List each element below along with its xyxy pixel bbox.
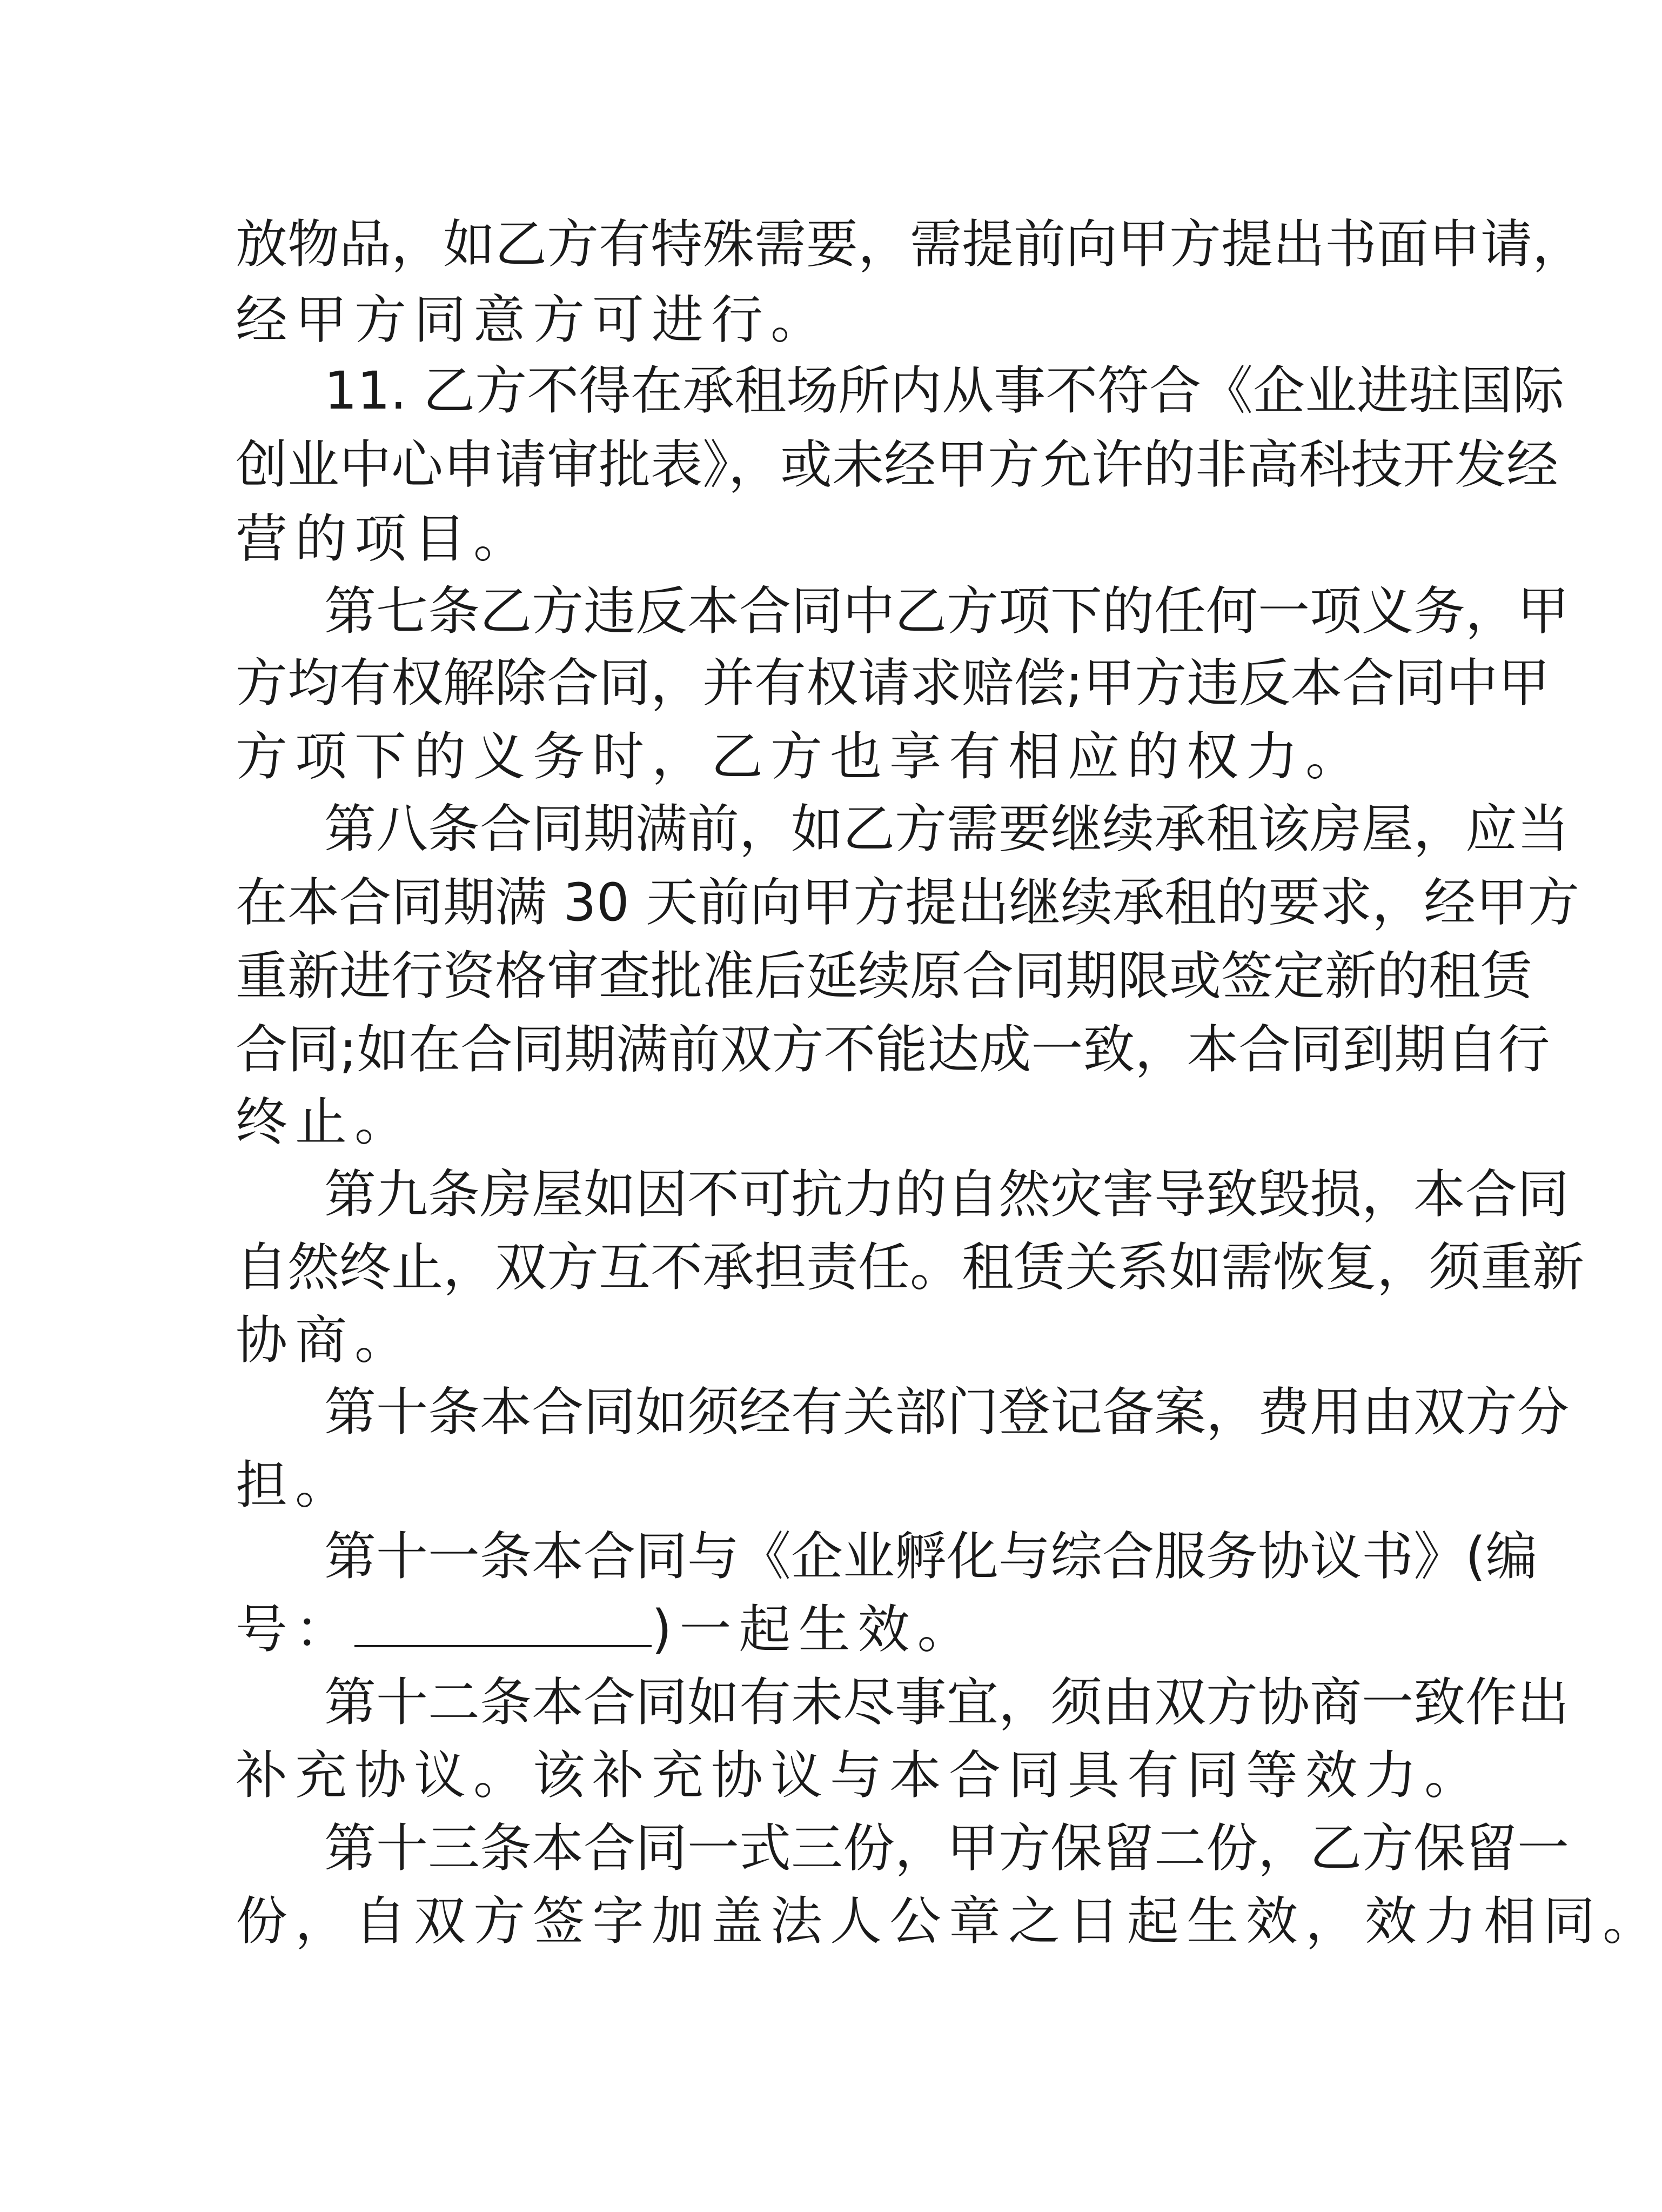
text-line: 担。 (236, 1455, 354, 1515)
text-fragment: )一起生效。 (652, 1599, 977, 1660)
text-line: 创业中心申请审批表》，或未经甲方允许的非高科技开发经 (236, 435, 1558, 495)
text-line: 营的项目。 (236, 509, 533, 569)
text-line: 在本合同期满 30 天前向甲方提出继续承租的要求，经甲方 (236, 872, 1580, 933)
text-line: 第十条本合同如须经有关部门登记备案，费用由双方分 (324, 1382, 1569, 1442)
label-number: 号： (236, 1599, 354, 1660)
text-line: 份，自双方签字加盖法人公章之日起生效，效力相同。 (236, 1891, 1662, 1952)
text-line: 第九条房屋如因不可抗力的自然灾害导致毁损，本合同 (324, 1164, 1569, 1225)
text-line: 补充协议。该补充协议与本合同具有同等效力。 (236, 1745, 1484, 1806)
text-line: 第十一条本合同与《企业孵化与综合服务协议书》(编 (324, 1526, 1538, 1587)
text-line: 第八条合同期满前，如乙方需要继续承租该房屋，应当 (324, 799, 1569, 859)
text-line: 自然终止，双方互不承担责任。租赁关系如需恢复，须重新 (236, 1237, 1584, 1298)
text-line: 放物品，如乙方有特殊需要，需提前向甲方提出书面申请， (236, 214, 1584, 275)
text-line: 经甲方同意方可进行。 (236, 290, 830, 350)
text-line: 方均有权解除合同，并有权请求赔偿;甲方违反本合同中甲 (236, 653, 1550, 713)
text-line (236, 1589, 1332, 1670)
text-line: 协商。 (236, 1310, 414, 1371)
text-line: 方项下的义务时，乙方也享有相应的权力。 (236, 726, 1365, 787)
text-line: 第七条乙方违反本合同中乙方项下的任何一项义务，甲 (324, 581, 1569, 641)
text-line: 11. 乙方不得在承租场所内从事不符合《企业进驻国际 (324, 360, 1565, 421)
text-line: 合同;如在合同期满前双方不能达成一致，本合同到期自行 (236, 1019, 1550, 1080)
text-line: 终止。 (236, 1092, 414, 1152)
text-line: 重新进行资格审查批准后延续原合同期限或签定新的租赁 (236, 946, 1532, 1006)
number-blank-underline (354, 1602, 652, 1647)
text-line: 第十二条本合同如有未尽事宜，须由双方协商一致作出 (324, 1672, 1569, 1733)
text-line: 第十三条本合同一式三份，甲方保留二份，乙方保留一 (324, 1818, 1569, 1879)
